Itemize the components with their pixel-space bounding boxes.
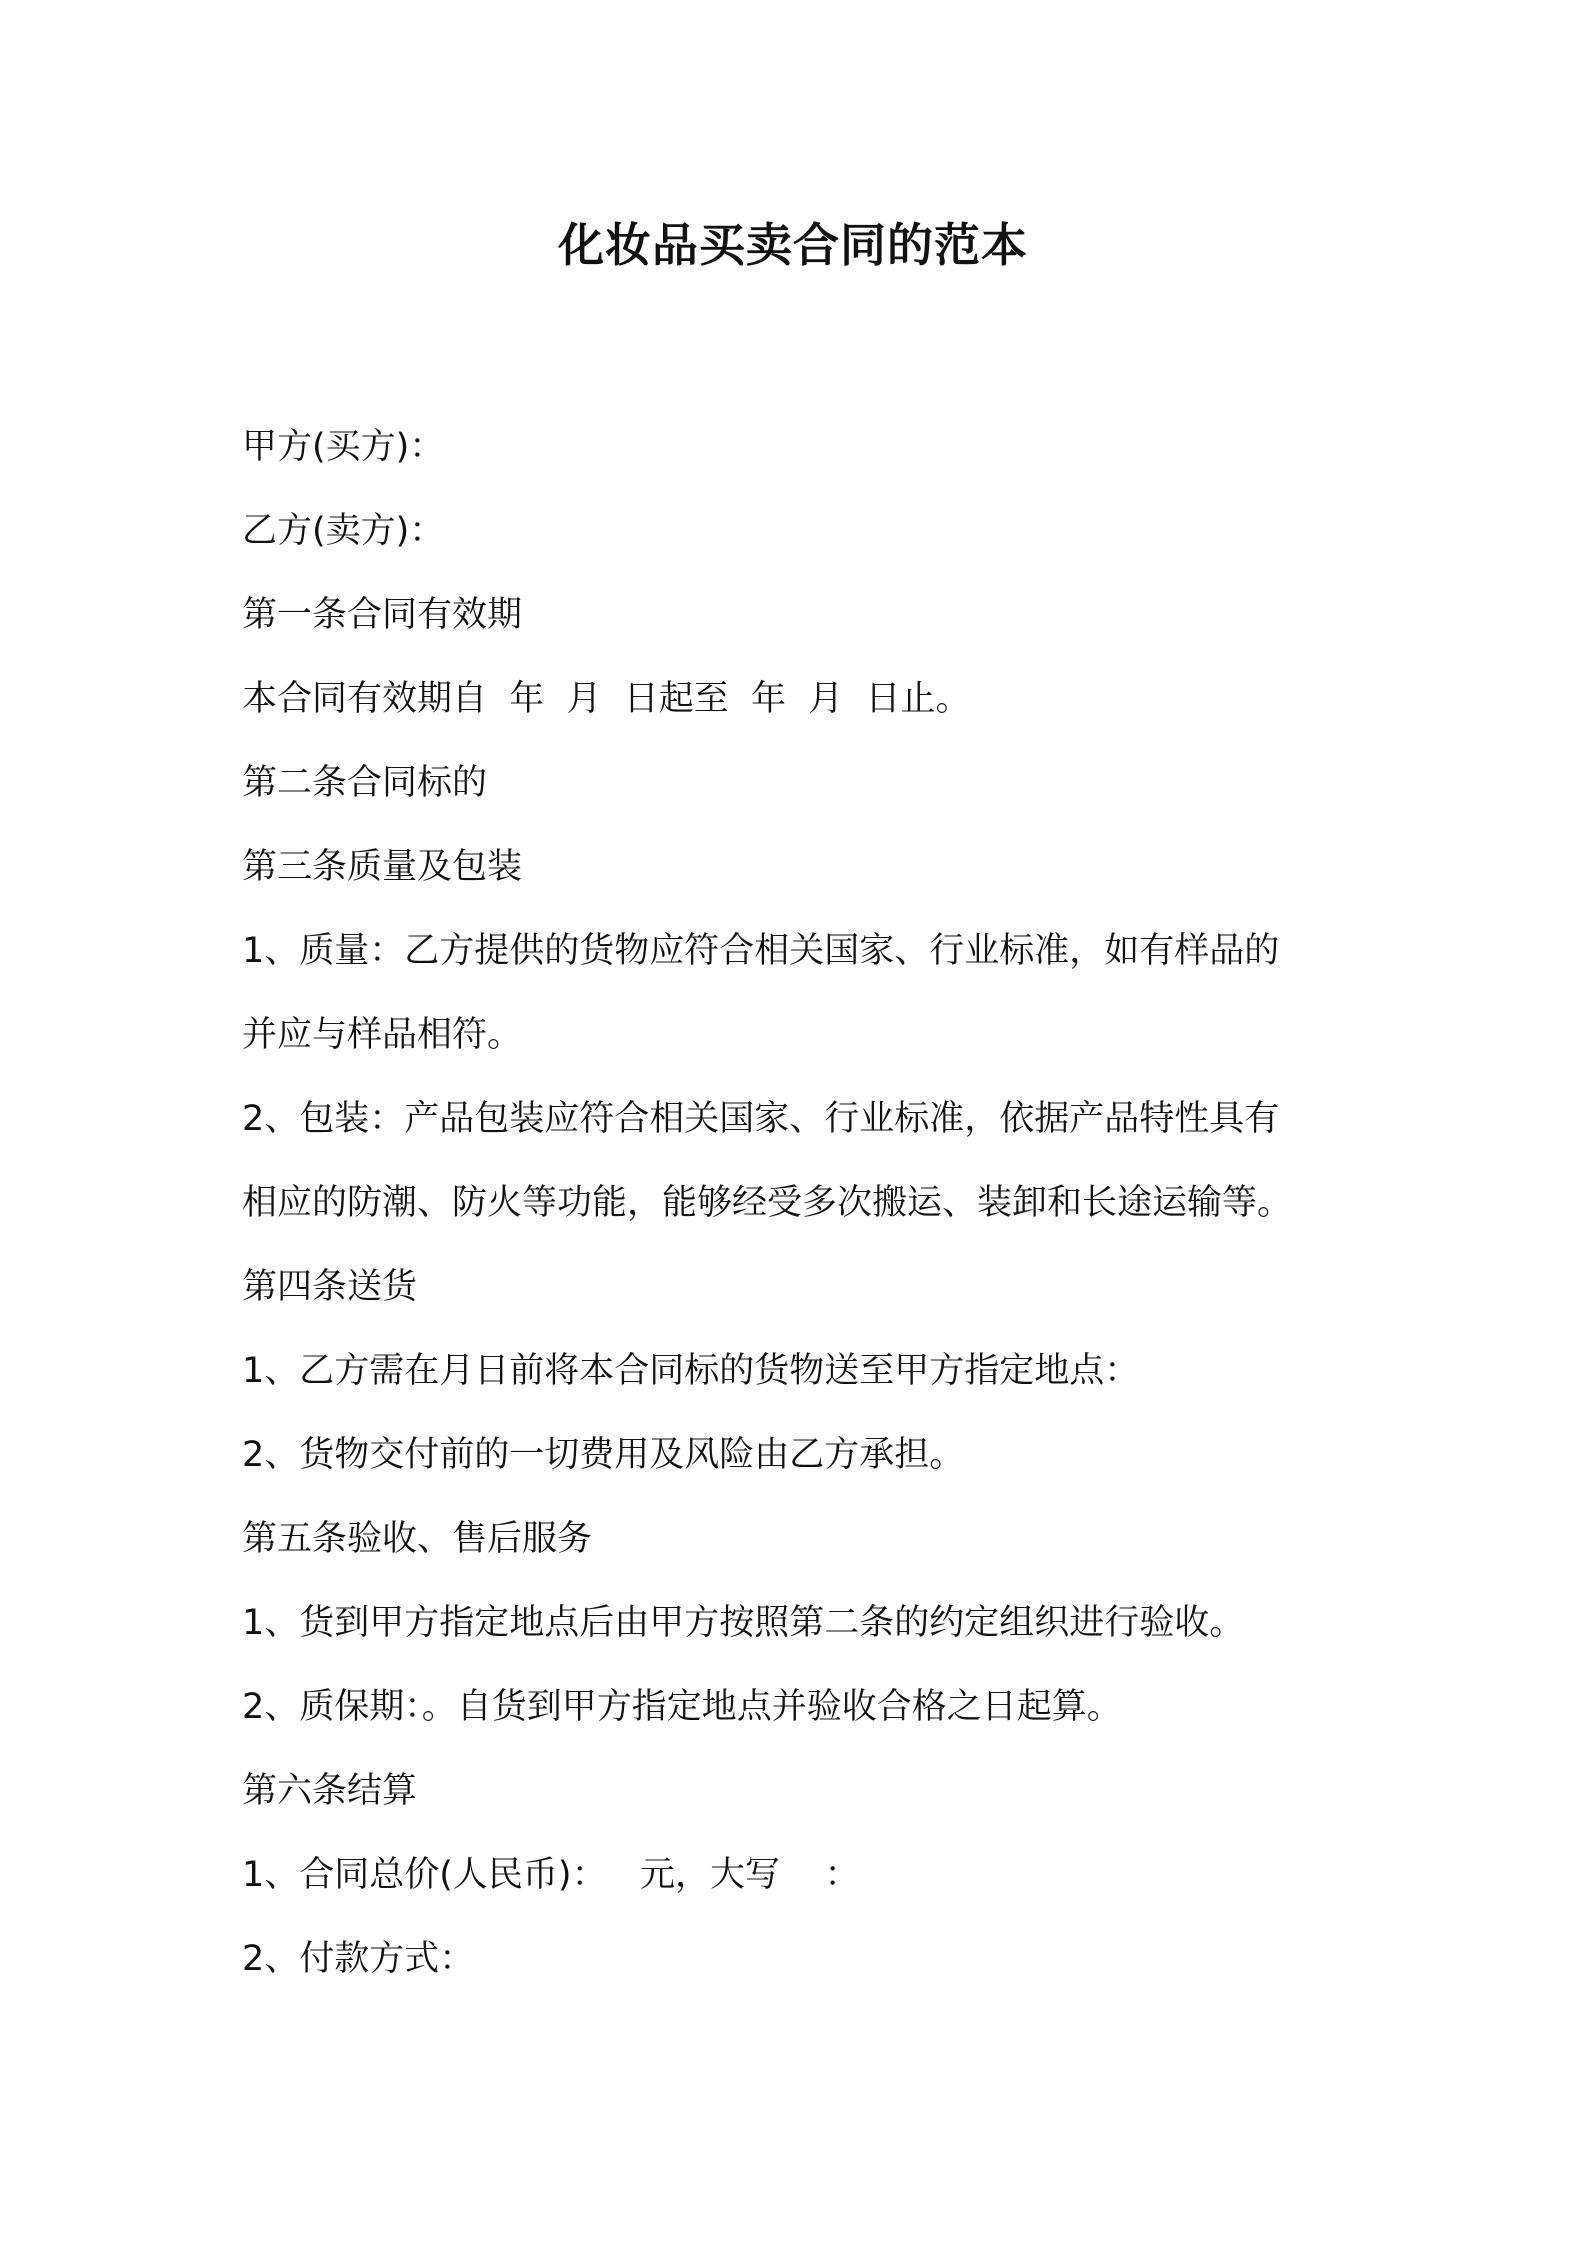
article-2-heading: 第二条合同标的 xyxy=(242,763,488,803)
total-price-line: 1、合同总价(人民币)： 元，大写 ： xyxy=(242,1855,860,1895)
packaging-clause-line-1: 2、包装：产品包装应符合相关国家、行业标准，依据产品特性具有 xyxy=(242,1099,1280,1139)
acceptance-clause-1: 1、货到甲方指定地点后由甲方按照第二条的约定组织进行验收。 xyxy=(242,1603,1245,1643)
validity-period-line: 本合同有效期自 年 月 日起至 年 月 日止。 xyxy=(242,679,971,719)
delivery-clause-1: 1、乙方需在月日前将本合同标的货物送至甲方指定地点： xyxy=(242,1351,1140,1391)
article-1-heading: 第一条合同有效期 xyxy=(242,595,523,635)
document-body xyxy=(242,405,1352,2001)
quality-clause-line-2: 并应与样品相符。 xyxy=(242,1015,523,1055)
article-5-heading: 第五条验收、售后服务 xyxy=(242,1519,593,1559)
party-a-line: 甲方(买方)： xyxy=(242,427,445,467)
article-4-heading: 第四条送货 xyxy=(242,1267,418,1307)
packaging-clause-line-2: 相应的防潮、防火等功能，能够经受多次搬运、装卸和长途运输等。 xyxy=(242,1183,1293,1223)
payment-method-line: 2、付款方式： xyxy=(242,1939,475,1979)
delivery-clause-2: 2、货物交付前的一切费用及风险由乙方承担。 xyxy=(242,1435,965,1475)
article-3-heading: 第三条质量及包装 xyxy=(242,847,523,887)
party-b-line: 乙方(卖方)： xyxy=(242,511,445,551)
article-6-heading: 第六条结算 xyxy=(242,1771,418,1811)
document-title: 化妆品买卖合同的范本 xyxy=(558,218,1028,272)
warranty-clause-2: 2、质保期：。自货到甲方指定地点并验收合格之日起算。 xyxy=(242,1687,1122,1727)
quality-clause-line-1: 1、质量：乙方提供的货物应符合相关国家、行业标准，如有样品的 xyxy=(242,931,1280,971)
